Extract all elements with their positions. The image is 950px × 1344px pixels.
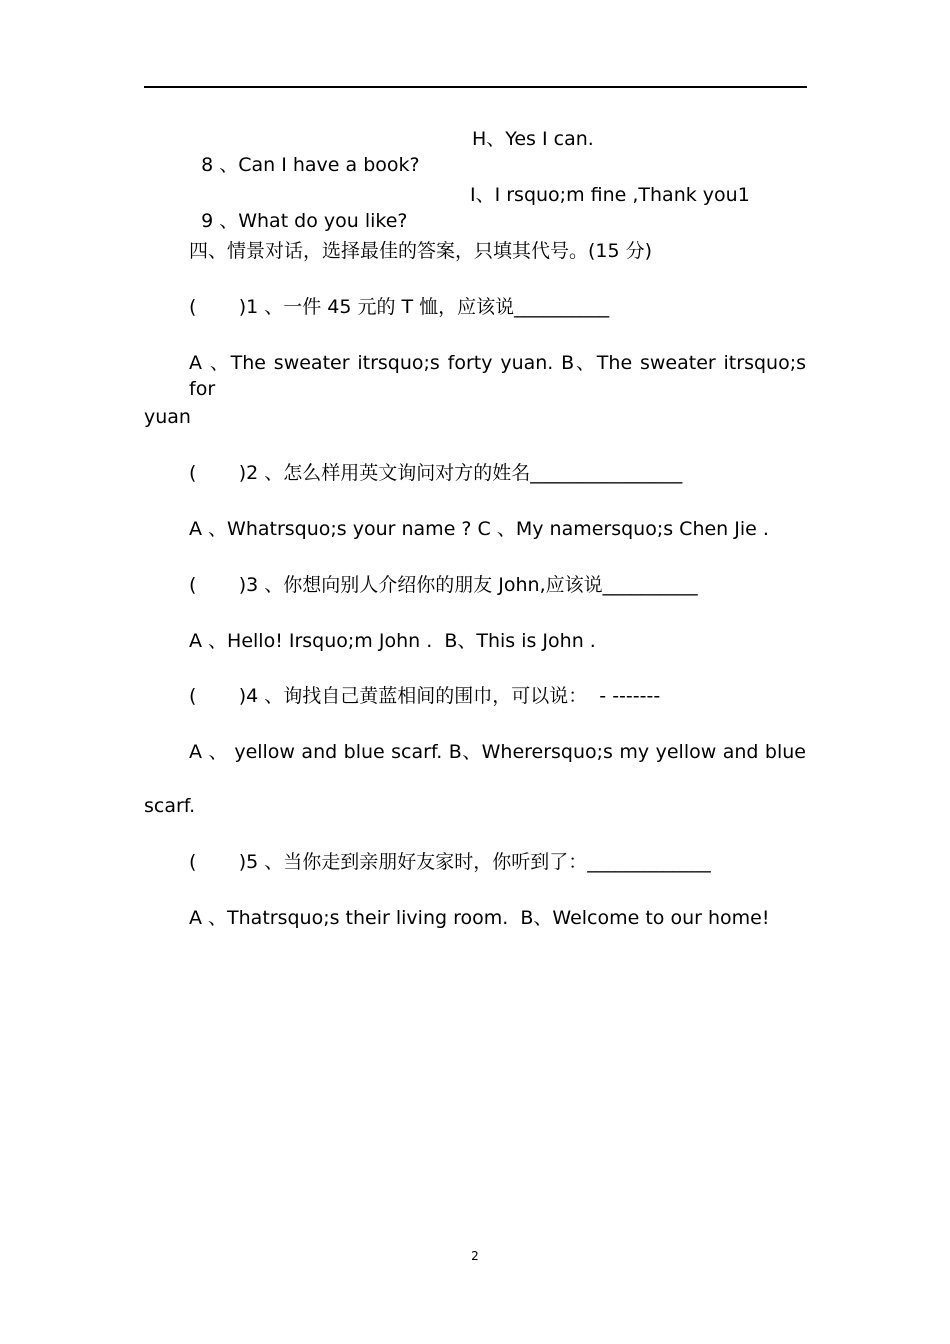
matching-item-8-right: H、Yes I can.	[472, 128, 594, 150]
question-4-options-cont: scarf.	[144, 795, 196, 817]
question-1-prompt: ( )1 、一件 45 元的 T 恤，应该说__________	[189, 296, 610, 318]
question-2-prompt: ( )2 、怎么样用英文询问对方的姓名________________	[189, 462, 683, 484]
question-1-options-cont: yuan	[144, 406, 191, 428]
page-number: 2	[471, 1249, 479, 1263]
question-3-options: A 、Hello! Irsquo;m John . B、This is John .	[189, 630, 596, 652]
matching-item-9-left: 9 、What do you like?	[201, 210, 408, 232]
question-2-options: A 、Whatrsquo;s your name ? C 、My namersquo;s Chen Jie .	[189, 518, 769, 540]
section-heading: 四、情景对话，选择最佳的答案，只填其代号。(15 分)	[189, 240, 653, 262]
matching-item-9-right: I、I rsquo;m fine ,Thank you1	[470, 184, 750, 206]
question-5-prompt: ( )5 、当你走到亲朋好友家时，你听到了：_____________	[189, 851, 711, 873]
question-3-prompt: ( )3 、你想向别人介绍你的朋友 John,应该说__________	[189, 574, 698, 596]
question-1-options: A 、The sweater itrsquo;s forty yuan. B、The sweater itrsquo;s for	[189, 352, 806, 400]
matching-item-8-left: 8 、Can I have a book?	[201, 154, 420, 176]
question-4-options: A 、 yellow and blue scarf. B、Wherersquo;s my yellow and blue	[189, 741, 806, 763]
header-rule	[144, 86, 807, 88]
question-5-options: A 、Thatrsquo;s their living room. B、Welcome to our home!	[189, 907, 770, 929]
question-4-prompt: ( )4 、询找自己黄蓝相间的围巾，可以说： - -------	[189, 685, 661, 707]
